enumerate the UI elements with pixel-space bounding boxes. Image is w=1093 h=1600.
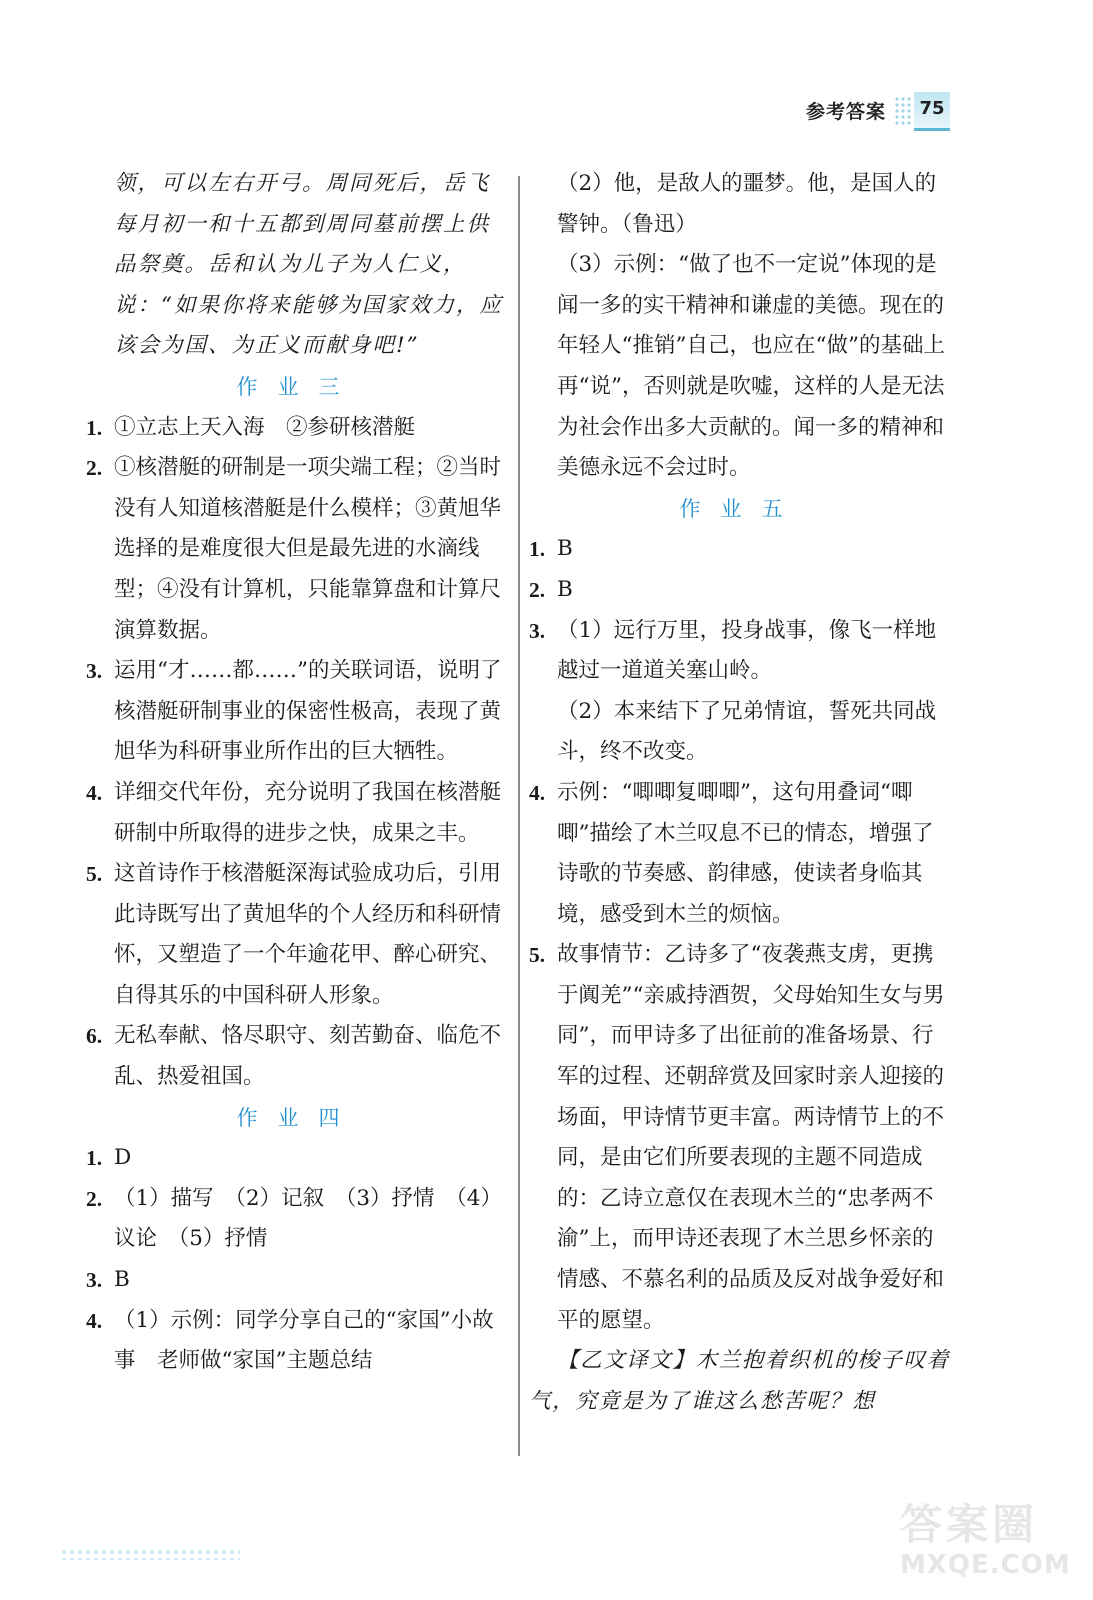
item-text: B	[557, 576, 573, 602]
item-text: 示例：“唧唧复唧唧”，这句用叠词“唧唧”描绘了木兰叹息不已的情态，增强了诗歌的节奏感、韵律感，使读者身临其境，感受到木兰的烦恼。	[557, 779, 934, 927]
section-3-items	[86, 408, 510, 1098]
item-number: 2.	[529, 577, 546, 602]
header-dots	[894, 96, 912, 126]
answer-item	[86, 1260, 510, 1301]
answer-item	[529, 935, 953, 1341]
column-divider	[518, 176, 520, 1456]
intro-paragraph: 领，可以左右开弓。周同死后，岳飞每月初一和十五都到周同墓前摆上供品祭奠。岳和认为儿子为人仁义，说：“如果你将来能够为国家效力，应该会为国、为正义而献身吧!”	[114, 171, 503, 359]
answer-item	[86, 651, 510, 773]
item-number: 1.	[529, 537, 546, 562]
item-text: 这首诗作于核潜艇深海试验成功后，引用此诗既写出了黄旭华的个人经历和科研情怀，又塑造了一个年逾花甲、醉心研究、自得其乐的中国科研人形象。	[114, 861, 502, 1008]
left-column	[86, 164, 510, 1382]
item-text: （1）远行万里，投身战事，像飞一样地越过一道道关塞山岭。	[557, 617, 937, 684]
watermark-logo-text: 答案圈	[900, 1500, 1039, 1549]
item-text: （1）示例：同学分享自己的“家国”小故事 老师做“家国”主题总结	[114, 1307, 494, 1374]
item-number: 3.	[529, 618, 546, 643]
answer-item	[529, 773, 953, 935]
item-text: ①立志上天入海 ②参研核潜艇	[114, 414, 416, 440]
item-text: B	[557, 536, 573, 562]
answer-item	[86, 448, 510, 651]
answer-item	[86, 854, 510, 1016]
item-number: 1.	[86, 1146, 103, 1171]
item-text: 详细交代年份，充分说明了我国在核潜艇研制中所取得的进步之快，成果之丰。	[114, 779, 502, 846]
item-number: 2.	[86, 456, 103, 481]
answer-item	[86, 1138, 510, 1179]
item-number: 4.	[86, 780, 103, 805]
section-title-3: 作业三	[236, 374, 360, 399]
bottom-dots-decoration	[60, 1548, 240, 1560]
item-text: D	[114, 1145, 132, 1171]
section-5-items	[529, 529, 953, 1341]
answer-item	[86, 1301, 510, 1382]
item-text: B	[114, 1267, 130, 1293]
answer-item	[86, 1179, 510, 1260]
item-number: 5.	[86, 862, 103, 887]
right-column	[529, 164, 953, 1422]
answer-item	[86, 773, 510, 854]
answer-subitem: （2）本来结下了兄弟情谊，誓死共同战斗，终不改变。	[557, 698, 937, 765]
answer-item	[86, 408, 510, 449]
item-number: 2.	[86, 1186, 103, 1211]
item-text: ①核潜艇的研制是一项尖端工程；②当时没有人知道核潜艇是什么模样；③黄旭华选择的是难度很大但是最先进的水滴线型；④没有计算机，只能靠算盘和计算尺演算数据。	[114, 455, 502, 643]
answer-item	[529, 529, 953, 570]
item-number: 5.	[529, 943, 546, 968]
item-number: 4.	[86, 1308, 103, 1333]
translation-paragraph: 【乙文译文】木兰抱着织机的梭子叹着气，究竟是为了谁这么愁苦呢？想	[529, 1348, 950, 1414]
section-4-items	[86, 1138, 510, 1382]
answer-item	[529, 611, 953, 692]
watermark	[900, 1500, 1070, 1590]
header-label: 参考答案	[806, 101, 887, 123]
answer-item	[86, 1016, 510, 1097]
page-header	[806, 92, 946, 132]
answer-item	[529, 570, 953, 611]
item-number: 1.	[86, 415, 103, 440]
item-text: 运用“才……都……”的关联词语，说明了核潜艇研制事业的保密性极高，表现了黄旭华为科研事业所作出的巨大牺牲。	[114, 658, 502, 765]
continued-answer-3: （3）示例：“做了也不一定说”体现的是闻一多的实干精神和谦虚的美德。现在的年轻人“推销”自己，也应在“做”的基础上再“说”，否则就是吹嘘，这样的人是无法为社会作出多大贡献的。闻一多的精神和美德永远不会过时。	[557, 252, 945, 481]
page-number: 75	[914, 92, 950, 131]
item-text: （1）描写 （2）记叙 （3）抒情 （4）议论 （5）抒情	[114, 1185, 502, 1252]
section-title-4: 作业四	[236, 1105, 360, 1130]
item-number: 4.	[529, 780, 546, 805]
watermark-url: MXQE.COM	[900, 1550, 1071, 1580]
continued-answer-2: （2）他，是敌人的噩梦。他，是国人的警钟。（鲁迅）	[557, 171, 937, 237]
item-number: 3.	[86, 659, 103, 684]
item-text: 故事情节：乙诗多了“夜袭燕支虏，更携于阗羌”“亲戚持酒贺，父母始知生女与男同”，而甲诗多了出征前的准备场景、行军的过程、还朝辞赏及回家时亲人迎接的场面，甲诗情节更丰富。两诗情节上的不同，是由它们所要表现的主题不同造成的：乙诗立意仅在表现木兰的“忠孝两不渝”上，而甲诗还表现了木兰思乡怀亲的情感、不慕名利的品质及反对战争爱好和平的愿望。	[557, 942, 945, 1333]
section-title-5: 作业五	[679, 496, 803, 521]
item-text: 无私奉献、恪尽职守、刻苦勤奋、临危不乱、热爱祖国。	[114, 1023, 502, 1090]
item-number: 3.	[86, 1268, 103, 1293]
item-number: 6.	[86, 1024, 103, 1049]
